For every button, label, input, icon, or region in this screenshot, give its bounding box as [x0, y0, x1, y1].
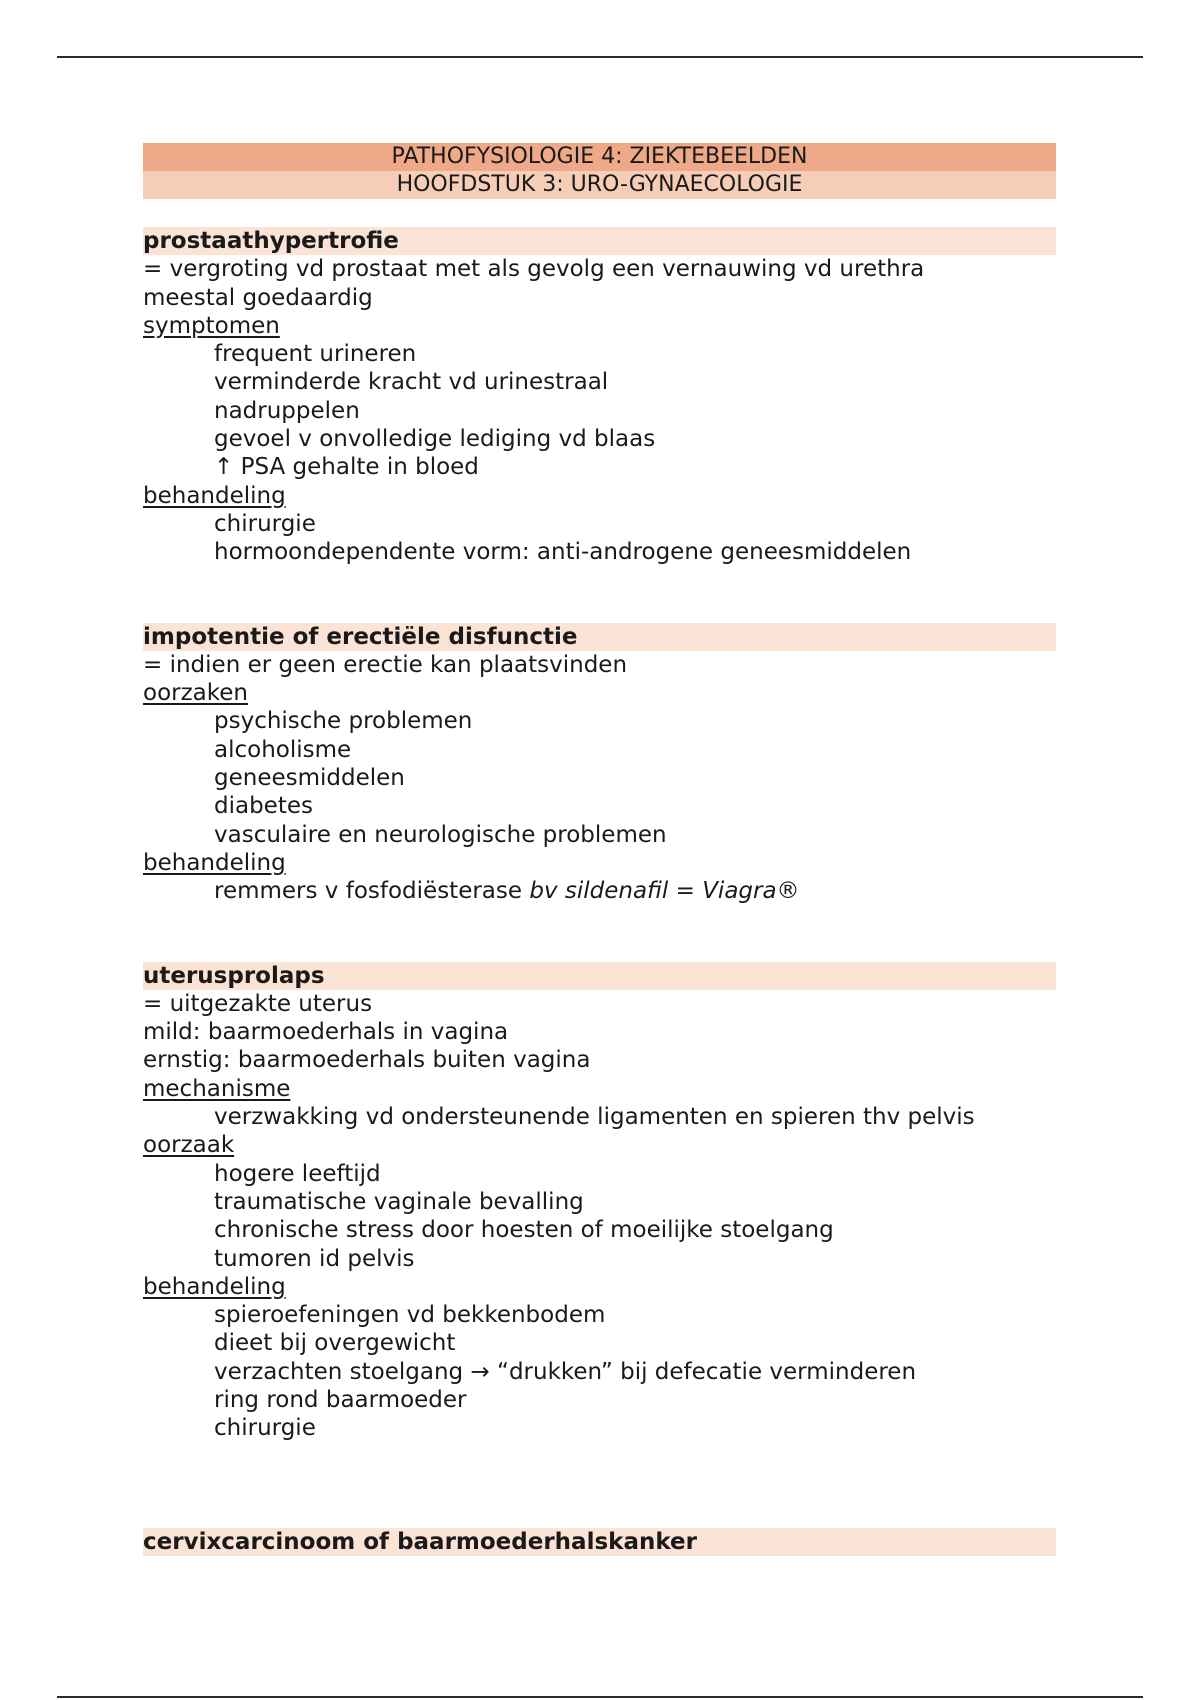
- subheading-symptomen: symptomen: [143, 312, 280, 339]
- list-item: frequent urineren: [214, 341, 417, 368]
- top-rule: [57, 56, 1143, 58]
- list-item: psychische problemen: [214, 708, 473, 735]
- list-item: alcoholisme: [214, 736, 352, 763]
- list-item: chirurgie: [214, 1415, 316, 1442]
- list-item: [143, 877, 1056, 905]
- definition: = vergroting vd prostaat met als gevolg een vernauwing vd urethra: [143, 256, 925, 283]
- chapter-title: HOOFDSTUK 3: URO-GYNAECOLOGIE: [143, 171, 1056, 199]
- list-item: traumatische vaginale bevalling: [214, 1188, 584, 1215]
- subheading-behandeling: behandeling: [143, 849, 286, 876]
- section-impotentie: [143, 623, 1056, 906]
- list-item: hormoondependente vorm: anti-androgene geneesmiddelen: [214, 539, 912, 566]
- subheading-behandeling: behandeling: [143, 1273, 286, 1300]
- list-item: diabetes: [214, 793, 313, 820]
- treatment-text: remmers v fosfodiësterase: [214, 878, 530, 905]
- subheading-mechanisme: mechanisme: [143, 1075, 291, 1102]
- intro-line: meestal goedaardig: [143, 284, 373, 311]
- list-item: verminderde kracht vd urinestraal: [214, 369, 609, 396]
- list-item: hogere leeftijd: [214, 1160, 381, 1187]
- list-item: nadruppelen: [214, 397, 360, 424]
- section-title: impotentie of erectiële disfunctie: [143, 623, 1056, 651]
- section-title: uterusprolaps: [143, 962, 1056, 990]
- section-prostaathypertrofie: [143, 227, 1056, 567]
- list-item: ↑ PSA gehalte in bloed: [214, 454, 479, 481]
- list-item: chirurgie: [214, 510, 316, 537]
- list-item: ring rond baarmoeder: [214, 1386, 467, 1413]
- list-item: vasculaire en neurologische problemen: [214, 821, 667, 848]
- definition: = indien er geen erectie kan plaatsvinden: [143, 651, 628, 678]
- list-item: dieet bij overgewicht: [214, 1330, 456, 1357]
- list-item: spieroefeningen vd bekkenbodem: [214, 1302, 606, 1329]
- subheading-behandeling: behandeling: [143, 482, 286, 509]
- document-title: [143, 143, 1056, 199]
- section-cervixcarcinoom: [143, 1528, 1056, 1556]
- list-item: verzwakking vd ondersteunende ligamenten en spieren thv pelvis: [214, 1104, 975, 1131]
- intro-line: ernstig: baarmoederhals buiten vagina: [143, 1047, 591, 1074]
- subheading-oorzaak: oorzaak: [143, 1132, 235, 1159]
- section-uterusprolaps: [143, 962, 1056, 1443]
- course-title: PATHOFYSIOLOGIE 4: ZIEKTEBEELDEN: [143, 143, 1056, 171]
- intro-line: mild: baarmoederhals in vagina: [143, 1019, 509, 1046]
- section-title: cervixcarcinoom of baarmoederhalskanker: [143, 1528, 1056, 1556]
- section-title: prostaathypertrofie: [143, 227, 1056, 255]
- list-item: verzachten stoelgang → “drukken” bij defecatie verminderen: [214, 1358, 917, 1385]
- list-item: gevoel v onvolledige lediging vd blaas: [214, 426, 656, 453]
- list-item: chronische stress door hoesten of moeilijke stoelgang: [214, 1217, 834, 1244]
- list-item: geneesmiddelen: [214, 765, 405, 792]
- subheading-oorzaken: oorzaken: [143, 680, 248, 707]
- page-content: [143, 143, 1056, 1556]
- list-item: tumoren id pelvis: [214, 1245, 415, 1272]
- definition: = uitgezakte uterus: [143, 990, 373, 1017]
- treatment-example: bv sildenafil = Viagra®: [529, 878, 800, 905]
- bottom-rule: [57, 1696, 1143, 1698]
